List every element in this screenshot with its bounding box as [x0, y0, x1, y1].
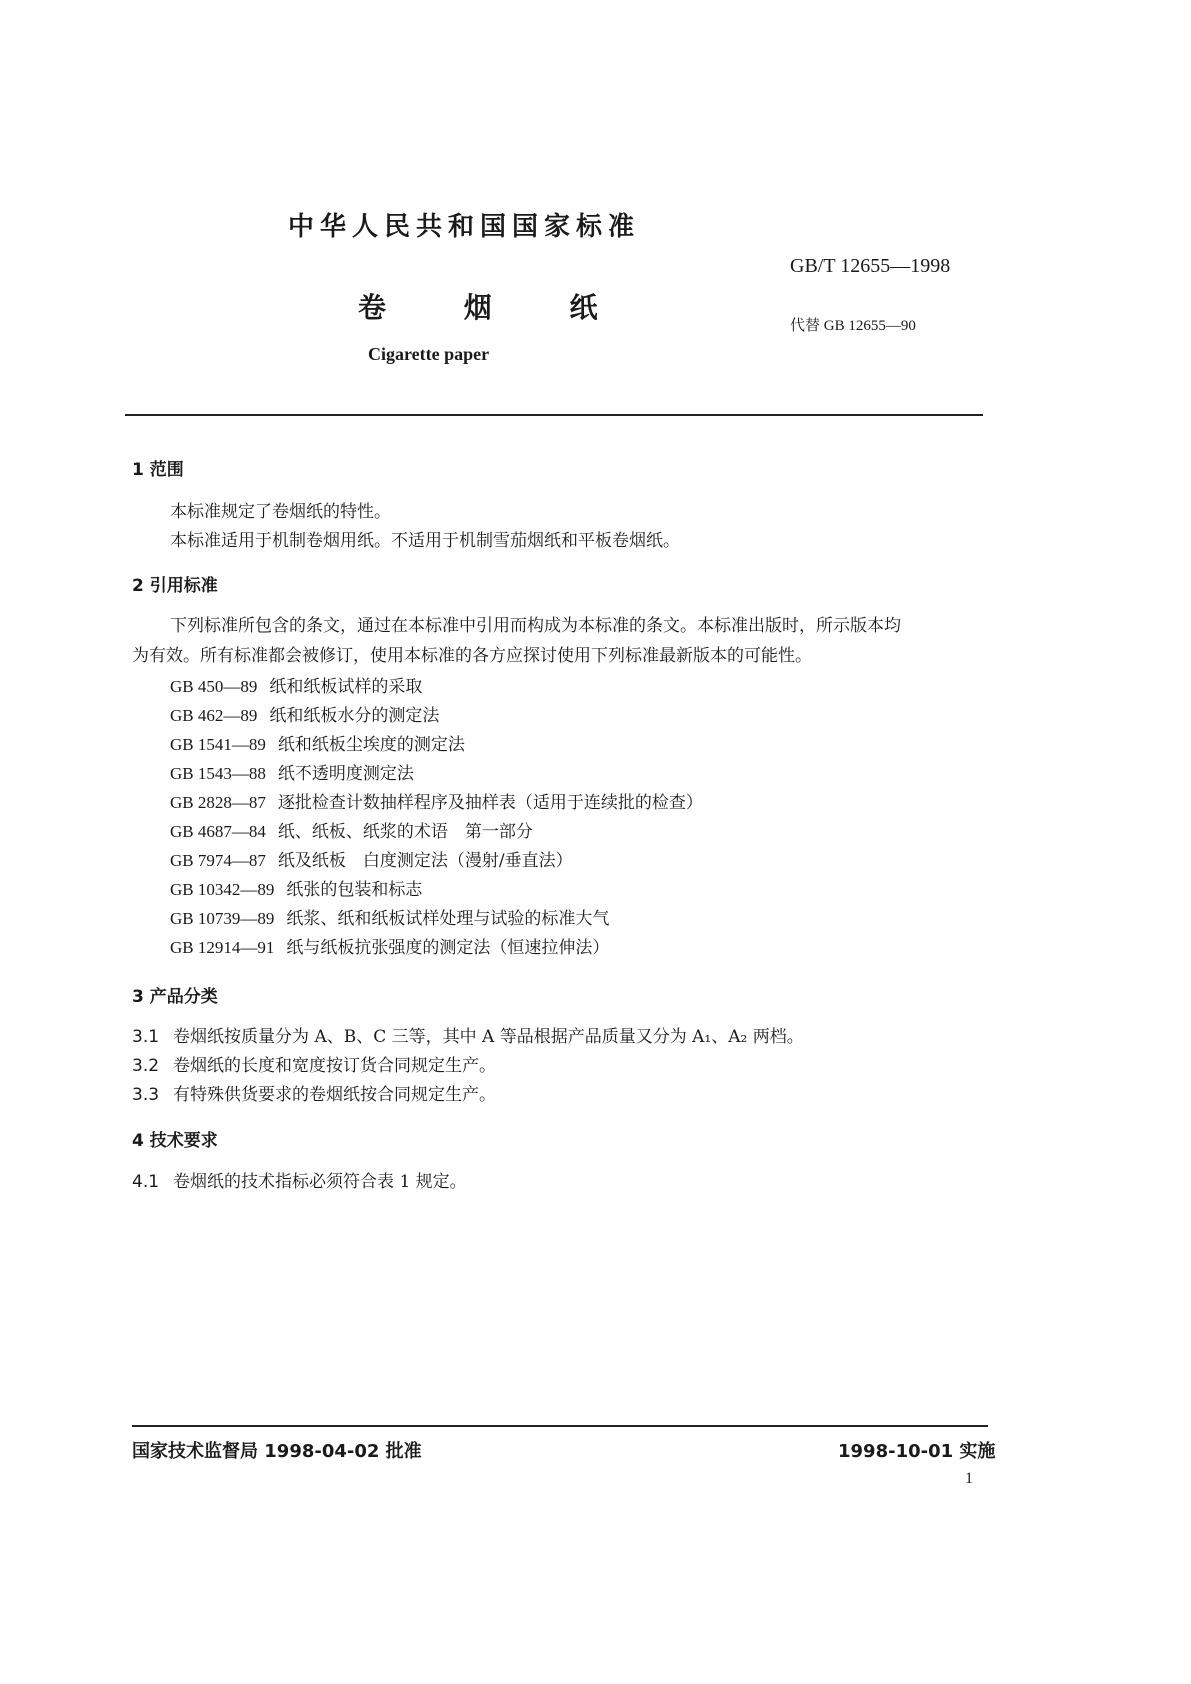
reference-title: 纸张的包装和标志: [286, 880, 423, 900]
national-standard-title: 中华人民共和国国家标准: [288, 212, 641, 242]
reference-title: 纸和纸板尘埃度的测定法: [277, 735, 465, 755]
reference-code: GB 2828—87: [170, 793, 266, 812]
clause-3-3: [132, 1080, 496, 1105]
approval-line: 国家技术监督局 1998-04-02 批准: [132, 1441, 422, 1462]
reference-code: GB 4687—84: [170, 822, 266, 841]
reference-item: [170, 846, 573, 871]
reference-title: 纸浆、纸和纸板试样处理与试验的标准大气: [286, 909, 610, 929]
clause-number: 3.2: [132, 1056, 160, 1076]
section-2-paragraph-line-2: 为有效。所有标准都会被修订，使用本标准的各方应探讨使用下列标准最新版本的可能性。: [132, 646, 812, 666]
reference-title: 纸与纸板抗张强度的测定法（恒速拉伸法）: [286, 938, 610, 958]
standard-code: GB/T 12655—1998: [790, 255, 951, 277]
reference-item: [170, 933, 609, 958]
reference-code: GB 450—89: [170, 677, 258, 696]
reference-item: [170, 788, 703, 813]
header-divider: [125, 414, 983, 416]
clause-text: 卷烟纸的长度和宽度按订货合同规定生产。: [173, 1056, 497, 1076]
reference-title: 纸和纸板试样的采取: [269, 677, 423, 697]
reference-title: 纸及纸板 白度测定法（漫射/垂直法）: [277, 851, 573, 871]
replaces-standard: 代替 GB 12655—90: [790, 318, 916, 334]
reference-item: [170, 730, 465, 755]
reference-code: GB 462—89: [170, 706, 258, 725]
clause-text: 卷烟纸的技术指标必须符合表 1 规定。: [173, 1172, 467, 1192]
reference-code: GB 12914—91: [170, 938, 275, 957]
reference-item: [170, 904, 609, 929]
section-1-heading: 1 范围: [132, 460, 184, 480]
effective-date-line: 1998-10-01 实施: [838, 1441, 996, 1462]
section-4-heading: 4 技术要求: [132, 1131, 218, 1151]
clause-number: 4.1: [132, 1172, 160, 1192]
reference-title: 纸不透明度测定法: [277, 764, 414, 784]
reference-item: [170, 817, 533, 842]
section-1-paragraph-2: 本标准适用于机制卷烟用纸。不适用于机制雪茄烟纸和平板卷烟纸。: [170, 531, 680, 551]
document-title-cn: 卷 烟 纸: [358, 291, 632, 324]
clause-3-2: [132, 1051, 496, 1076]
clause-number: 3.1: [132, 1027, 160, 1047]
reference-code: GB 7974—87: [170, 851, 266, 870]
section-2-paragraph-line-1: 下列标准所包含的条文，通过在本标准中引用而构成为本标准的条文。本标准出版时，所示版本均: [170, 616, 901, 636]
document-title-en: Cigarette paper: [368, 344, 490, 364]
reference-title: 逐批检查计数抽样程序及抽样表（适用于连续批的检查）: [277, 793, 703, 813]
section-3-heading: 3 产品分类: [132, 987, 218, 1007]
clause-text: 卷烟纸按质量分为 A、B、C 三等，其中 A 等品根据产品质量又分为 A₁、A₂ 两档。: [173, 1027, 804, 1047]
page-number: 1: [965, 1470, 973, 1487]
reference-title: 纸和纸板水分的测定法: [269, 706, 440, 726]
reference-item: [170, 672, 422, 697]
reference-code: GB 1541—89: [170, 735, 266, 754]
clause-number: 3.3: [132, 1085, 160, 1105]
footer-divider: [132, 1425, 988, 1427]
section-1-paragraph-1: 本标准规定了卷烟纸的特性。: [170, 502, 391, 522]
reference-code: GB 10739—89: [170, 909, 275, 928]
clause-4-1: [132, 1167, 467, 1192]
section-2-heading: 2 引用标准: [132, 576, 218, 596]
clause-text: 有特殊供货要求的卷烟纸按合同规定生产。: [173, 1085, 497, 1105]
reference-code: GB 10342—89: [170, 880, 275, 899]
reference-item: [170, 875, 422, 900]
reference-item: [170, 701, 439, 726]
reference-code: GB 1543—88: [170, 764, 266, 783]
reference-item: [170, 759, 414, 784]
clause-3-1: [132, 1022, 804, 1047]
reference-title: 纸、纸板、纸浆的术语 第一部分: [277, 822, 533, 842]
